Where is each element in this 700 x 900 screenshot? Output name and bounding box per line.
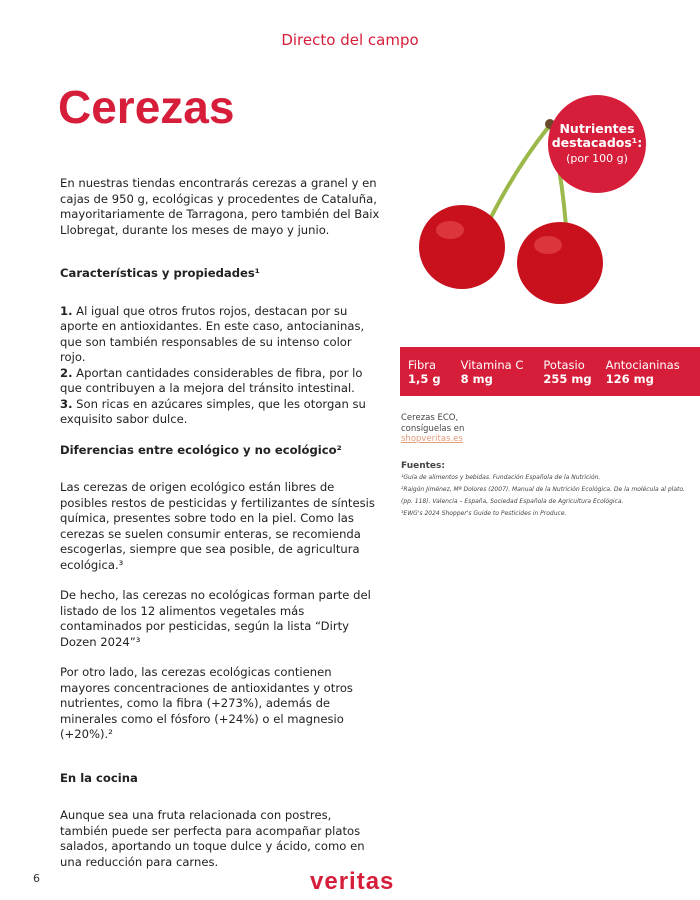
property-text: Son ricas en azúcares simples, que les otorgan su exquisito sabor dulce. <box>60 396 366 426</box>
main-text <box>60 176 380 885</box>
item-number: 3. <box>60 396 73 411</box>
intro-paragraph: En nuestras tiendas encontrarás cerezas a granel y en cajas de 950 g, ecológicas y procedentes de Cataluña, mayoritariamente de Tarragona, pero también del Baix Llobregat, durante los meses de mayo y junio. <box>60 176 380 237</box>
badge-title-line1: Nutrientes <box>559 121 635 136</box>
nutrient-value: 126 mg <box>605 372 654 386</box>
source-item: ²Raigón Jiménez, Mª Dolores (2007). Manual de la Nutrición Ecológica. De la molécula al plato. (pp. 118). Valencia – España, Sociedad Española de Agricultura Ecológica. <box>401 486 685 505</box>
source-item: ¹Guía de alimentos y bebidas. Fundación Española de la Nutrición. <box>401 474 601 481</box>
nutrient-name: Potasio <box>543 358 585 372</box>
eco-note <box>401 413 464 445</box>
property-text: Aportan cantidades considerables de fibra, por lo que contribuyen a la mejora del tránsito intestinal. <box>60 365 363 395</box>
nutrient-antocianinas <box>606 358 680 396</box>
nutrient-name: Antocianinas <box>605 358 680 372</box>
veritas-logo: veritas <box>310 868 395 895</box>
nutrient-value: 1,5 g <box>408 372 441 386</box>
nutrient-potasio <box>543 358 591 396</box>
nutrient-value: 255 mg <box>543 372 592 386</box>
eco-heading: Diferencias entre ecológico y no ecológico² <box>60 442 342 457</box>
properties-heading: Características y propiedades¹ <box>60 266 260 280</box>
badge-subtitle: (por 100 g) <box>566 152 628 165</box>
nutrient-name: Vitamina C <box>460 358 524 372</box>
eco-paragraph-1: Las cerezas de origen ecológico están libres de posibles restos de pesticidas y fertilizantes de síntesis química, presentes sobre todo en la piel. Como las cerezas se suelen consumir enteras, se recomienda escogerlas, siempre que sea posible, de agricultura ecológica.³ <box>60 480 375 572</box>
nutrient-vitamina-c <box>461 358 524 396</box>
sources <box>401 460 696 520</box>
item-number: 1. <box>60 303 73 318</box>
eco-paragraph-3: Por otro lado, las cerezas ecológicas contienen mayores concentraciones de antioxidantes y otros nutrientes, como la fibra (+273%), además de minerales como el fósforo (+24%) o el magnesio (+20%).² <box>60 665 353 741</box>
nutrients-band <box>400 347 700 396</box>
nutrient-name: Fibra <box>408 358 437 372</box>
item-number: 2. <box>60 365 73 380</box>
eco-note-line: consíguelas en <box>401 423 465 434</box>
nutrient-value: 8 mg <box>460 372 493 386</box>
kitchen-heading: En la cocina <box>60 770 138 785</box>
page-number: 6 <box>33 872 40 885</box>
kitchen-paragraph: Aunque sea una fruta relacionada con postres, también puede ser perfecta para acompañar platos salados, aportando un toque dulce y ácido, como en una reducción para carnes. <box>60 808 365 869</box>
badge-title-line2: destacados¹: <box>551 135 643 150</box>
page-title: Cerezas <box>58 81 235 133</box>
nutrients-badge <box>548 95 646 193</box>
section-header: Directo del campo <box>281 31 419 49</box>
sources-heading: Fuentes: <box>401 461 445 471</box>
eco-note-line: Cerezas ECO, <box>401 413 459 423</box>
eco-paragraph-2: De hecho, las cerezas no ecológicas forman parte del listado de los 12 alimentos vegetales más contaminados por pesticidas, según la lista “Dirty Dozen 2024”³ <box>60 588 371 649</box>
source-item: ³EWG's 2024 Shopper's Guide to Pesticides in Produce. <box>401 510 567 517</box>
shop-link[interactable]: shopveritas.es <box>401 434 463 444</box>
nutrient-fibra <box>408 358 441 396</box>
properties-list <box>60 304 380 428</box>
property-text: Al igual que otros frutos rojos, destacan por su aporte en antioxidantes. En este caso, antocianinas, que son también responsables de su intenso color rojo. <box>60 303 365 364</box>
